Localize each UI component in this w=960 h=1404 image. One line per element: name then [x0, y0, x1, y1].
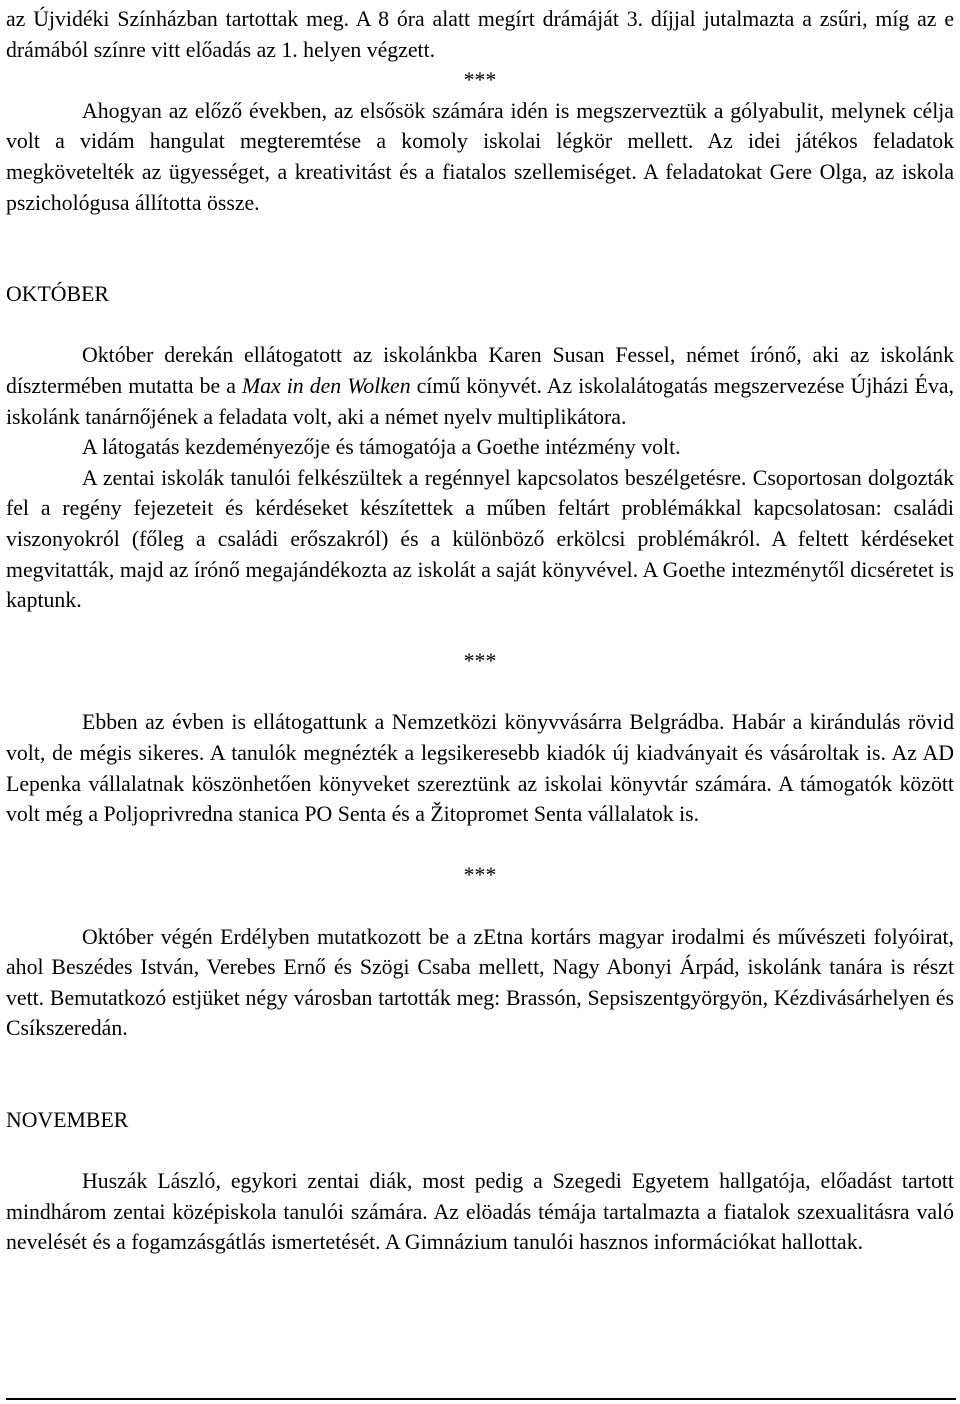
spacer [6, 218, 954, 279]
paragraph-book-fair: Ebben az évben is ellátogattunk a Nemzetközi könyvvásárra Belgrádba. Habár a kirándulás rövid volt, de mégis sikeres. A tanulók megnézték a legsikeresebb kiadók új kiadványait és vásároltak is. Az AD Lepenka vállalatnak köszönhetően könyveket szereztünk az iskolai könyvtár számára. A támogatók között volt még a Poljoprivredna stanica PO Senta és a Žitopromet Senta vállalatok is. [6, 710, 954, 827]
spacer [6, 310, 954, 341]
book-title: Max in den Wolken [241, 373, 411, 398]
paragraph-fessel-visit [6, 340, 954, 432]
spacer [6, 1044, 954, 1105]
paragraph-huszak-lecture: Huszák László, egykori zentai diák, most pedig a Szegedi Egyetem hallgatója, előadást tartott mindhárom zentai középiskola tanulói számára. Az elöadás témája tartalmazta a fiatalok szexualitásra való nevelését és a fogamzásgátlás ismertetését. A Gimnázium tanulói hasznos információkat hallottak. [6, 1169, 954, 1255]
paragraph-golyabuli: Ahogyan az előző években, az elsősök számára idén is megszerveztük a gólyabulit, melynek célja volt a vidám hangulat megteremtése a komoly iskolai légkör mellett. Az idei játékos feladatok megkövetelték az ügyességet, a kreativitást és a fiatalos szellemiséget. A feladatokat Gere Olga, az iskola pszichológusa állította össze. [6, 98, 954, 215]
spacer [6, 677, 954, 708]
spacer [6, 830, 954, 861]
section-separator: *** [463, 863, 497, 888]
bottom-rule [6, 1398, 956, 1400]
section-separator: *** [463, 649, 497, 674]
section-separator: *** [463, 68, 497, 93]
paragraph-drama-award: az Újvidéki Színházban tartottak meg. A 8 óra alatt megírt drámáját 3. díjjal jutalmazta a zsűri, míg az e drámából színre vitt előadás az 1. helyen végzett. [6, 7, 954, 62]
document-page [6, 4, 954, 1258]
heading-oktober: OKTÓBER [6, 282, 109, 307]
paragraph-zenta-schools: A zentai iskolák tanulói felkészültek a regénnyel kapcsolatos beszélgetésre. Csoportosan dolgozták fel a regény fejezeteit és kérdéseket készítettek a műben feltárt problémákkal kapcsolatosan: családi viszonyokról (főleg a családi erőszakról) és a különböző erkölcsi problémákról. A feltett kérdéseket megvitatták, majd az írónő megajándékozta az iskolát a saját könyvével. A Goethe intezménytől dicséretet is kaptunk. [6, 465, 954, 613]
spacer [6, 891, 954, 922]
spacer [6, 616, 954, 647]
paragraph-zetna: Október végén Erdélyben mutatkozott be a zEtna kortárs magyar irodalmi és művészeti folyóirat, ahol Beszédes István, Verebes Ernő és Szögi Csaba mellett, Nagy Abonyi Árpád, iskolánk tanára is részt vett. Bemutatkozó estjüket négy városban tartották meg: Brassón, Sepsiszentgyörgyön, Kézdivásárhelyen és Csíkszeredán. [6, 924, 954, 1041]
paragraph-text: Október derekán ellátogatott az iskolánkba Karen Susan Fessel, német írónő, aki az iskolánk dísztermében mutatta be a [6, 343, 954, 398]
spacer [6, 1136, 954, 1167]
paragraph-text: című könyvét. Az iskolalátogatás megszervezése Újházi Éva, iskolánk tanárnőjének a feladata volt, aki a német nyelv multiplikátora. [6, 373, 954, 429]
paragraph-goethe-initiator: A látogatás kezdeményezője és támogatója a Goethe intézmény volt. [82, 435, 681, 460]
heading-november: NOVEMBER [6, 1108, 129, 1132]
